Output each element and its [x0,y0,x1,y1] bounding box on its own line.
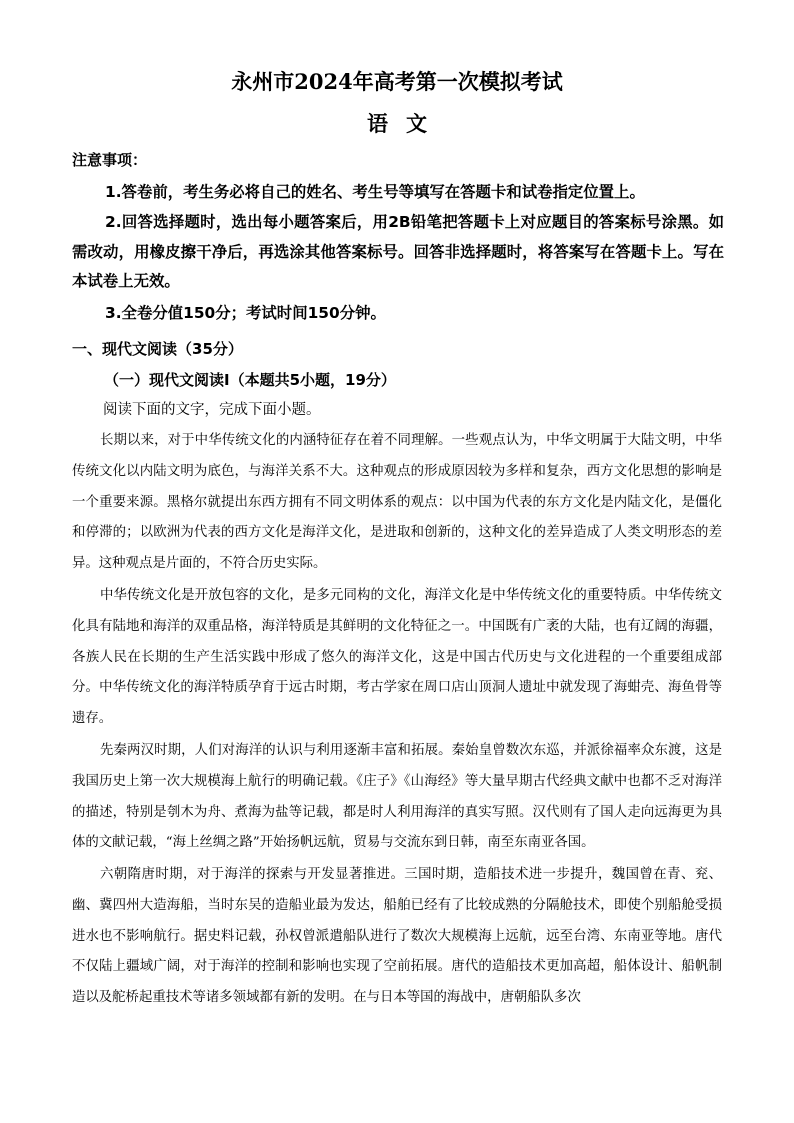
passage-paragraph-1: 长期以来，对于中华传统文化的内涵特征存在着不同理解。一些观点认为，中华文明属于大陆文明，中华传统文化以内陆文明为底色，与海洋关系不大。这种观点的形成原因较为多样和复杂，西方文化思想的影响是一个重要来源。黑格尔就提出东西方拥有不同文明体系的观点：以中国为代表的东方文化是内陆文化，是僵化和停滞的；以欧洲为代表的西方文化是海洋文化，是进取和创新的，这种文化的差异造成了人类文明形态的差异。这种观点是片面的，不符合历史实际。 [72,433,722,572]
reading-instruction: 阅读下面的文字，完成下面小题。 [103,402,321,418]
exam-title: 永州市2024年高考第一次模拟考试 [231,69,563,94]
note-item-3: 3.全卷分值150分；考试时间150分钟。 [105,304,386,322]
note-item-2: 2.回答选择题时，选出每小题答案后，用2B铅笔把答题卡上对应题目的答案标号涂黑。如需改动，用橡皮擦干净后，再选涂其他答案标号。回答非选择题时，将答案写在答题卡上。写在本试卷上无效。 [72,213,724,290]
note-item-1: 1.答卷前，考生务必将自己的姓名、考生号等填写在答题卡和试卷指定位置上。 [105,183,645,201]
passage-paragraph-4: 六朝隋唐时期，对于海洋的探索与开发显著推进。三国时期，造船技术进一步提升，魏国曾在青、兖、幽、冀四州大造海船，当时东吴的造船业最为发达，船舶已经有了比较成熟的分隔舱技术，即使个别船舱受损进水也不影响航行。据史料记载，孙权曾派遣船队进行了数次大规模海上远航，远至台湾、东南亚等地。唐代不仅陆上疆域广阔，对于海洋的控制和影响也实现了空前拓展。唐代的造船技术更加高超，船体设计、船帆制造以及舵桥起重技术等诸多领域都有新的发明。在与日本等国的海战中，唐朝船队多次 [72,867,722,1006]
notes-heading: 注意事项： [72,151,148,169]
section-heading: 一、现代文阅读（35分） [72,340,243,358]
subsection-heading: （一）现代文阅读Ⅰ（本题共5小题，19分） [104,371,396,389]
subject-title: 语文 [367,111,445,136]
passage-paragraph-2: 中华传统文化是开放包容的文化，是多元同构的文化，海洋文化是中华传统文化的重要特质。中华传统文化具有陆地和海洋的双重品格，海洋特质是其鲜明的文化特征之一。中国既有广袤的大陆，也有辽阔的海疆，各族人民在长期的生产生活实践中形成了悠久的海洋文化，这是中国古代历史与文化进程的一个重要组成部分。中华传统文化的海洋特质孕育于远古时期，考古学家在周口店山顶洞人遗址中就发现了海蚶壳、海鱼骨等遗存。 [72,588,722,727]
passage-paragraph-3: 先秦两汉时期，人们对海洋的认识与利用逐渐丰富和拓展。秦始皇曾数次东巡，并派徐福率众东渡，这是我国历史上第一次大规模海上航行的明确记载。《庄子》《山海经》等大量早期古代经典文献中也都不乏对海洋的描述，特别是刳木为舟、煮海为盐等记载，都是时人利用海洋的真实写照。汉代则有了国人走向远海更为具体的文献记载，“海上丝绸之路”开始扬帆远航，贸易与交流东到日韩，南至东南亚各国。 [72,743,722,851]
